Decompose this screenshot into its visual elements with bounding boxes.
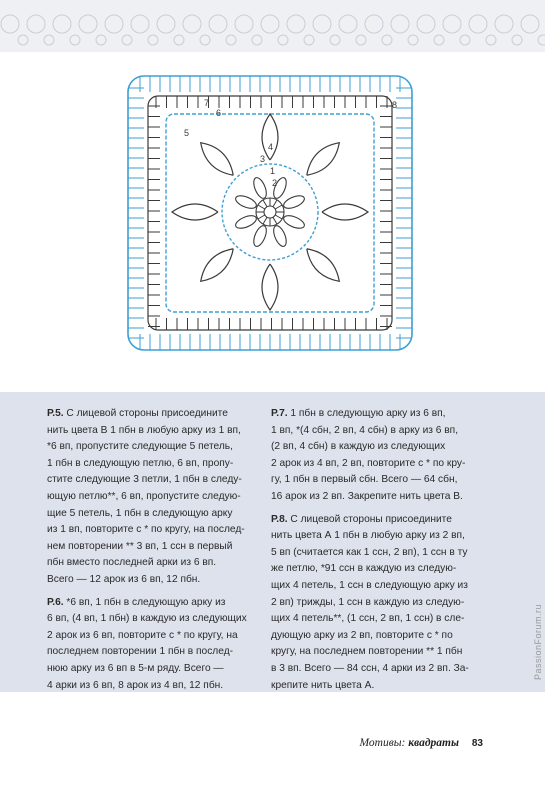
- round-label-8: 8: [392, 100, 398, 110]
- round-label-7: 7: [204, 98, 210, 108]
- round-5-text: С лицевой стороны присоедините нить цвета В 1 пбн в любую арку из 1 вп, *6 вп, пропустите следующие 5 петель, 1 пбн в следующую петлю, 6 вп, пропу- стите следующие 3 петли, 1 пбн в следу- ющую петлю**, 6 вп, пропустите следую- щие 5 петель, 1 пбн в следующую арку из 1 вп, повторите с * по кругу, на послед- нем повторении ** 3 вп, 1 ссн в первый пбн вместо последней арки из 6 вп. Всего — 12 арок из 6 вп, 12 пбн.: [47, 408, 245, 585]
- round-5-paragraph: [47, 406, 260, 589]
- page-number: 83: [471, 738, 483, 749]
- round-6-text: *6 вп, 1 пбн в следующую арку из 6 вп, (4 вп, 1 пбн) в каждую из следующих 2 арок из 6 вп, повторите с * по кругу, на последнем повторении 1 пбн в послед- нюю арку из 6 вп в 5-м ряду. Всего — 4 арки из 6 вп, 8 арок из 4 вп, 12 пбн.: [47, 596, 247, 691]
- round-7-label: Р.7.: [271, 408, 288, 419]
- crochet-chart: [120, 70, 420, 360]
- round-5-arch: [322, 204, 368, 220]
- round-1-ring: [264, 206, 276, 218]
- round-label-3: 3: [260, 154, 266, 164]
- stitch-mark: [263, 217, 267, 224]
- round-3-petal: [234, 193, 258, 211]
- round-3-petal: [282, 193, 306, 211]
- instructions-panel: [0, 392, 545, 692]
- watermark: PassionForum.ru: [533, 603, 543, 680]
- round-5-arch: [307, 143, 340, 176]
- round-3-petal: [251, 224, 269, 248]
- instructions-left-column: [47, 406, 260, 700]
- round-3-petal: [271, 224, 289, 248]
- round-label-6: 6: [216, 108, 222, 118]
- round-5-arch: [201, 249, 234, 282]
- footer-title: квадраты: [408, 737, 459, 749]
- round-3-petal: [282, 213, 306, 231]
- round-3-petal: [234, 213, 258, 231]
- round-4-ring: [222, 164, 318, 260]
- round-label-2: 2: [272, 178, 278, 188]
- round-6-label: Р.6.: [47, 596, 64, 608]
- round-8-label: Р.8.: [271, 513, 288, 525]
- stitch-mark: [258, 215, 265, 219]
- stitch-mark: [273, 200, 277, 207]
- stitch-mark: [263, 200, 267, 207]
- round-3-petal: [251, 176, 269, 200]
- round-7-paragraph: [271, 406, 486, 506]
- lace-border: [0, 0, 545, 52]
- round-label-5: 5: [184, 128, 190, 138]
- round-8-outline: [128, 76, 412, 350]
- round-6-paragraph: [47, 595, 260, 695]
- lace-pattern: [0, 0, 545, 52]
- round-5-arch: [201, 143, 234, 176]
- round-5-arch: [172, 204, 218, 220]
- round-5-arch: [262, 264, 278, 310]
- stitch-mark: [275, 215, 282, 219]
- instructions-right-column: [271, 406, 486, 700]
- footer-section: Мотивы:: [359, 737, 406, 749]
- stitch-mark: [258, 205, 265, 209]
- stitch-mark: [275, 205, 282, 209]
- round-7-text: 1 пбн в следующую арку из 6 вп, 1 вп, *(4 сбн, 2 вп, 4 сбн) в арку из 6 вп, (2 вп, 4 сбн) в каждую из следующих 2 арок из 4 вп, 2 вп, повторите с * по кру- гу, 1 пбн в первый сбн. Всего — 64 сбн, 16 арок из 2 вп. Закрепите нить цвета В.: [271, 408, 466, 502]
- round-5-arch: [307, 249, 340, 282]
- round-5-label: Р.5.: [47, 408, 64, 419]
- page-footer: [360, 737, 484, 749]
- round-label-1: 1: [270, 166, 276, 176]
- round-label-4: 4: [268, 142, 274, 152]
- round-8-paragraph: [271, 512, 486, 695]
- round-8-text: С лицевой стороны присоедините нить цвета А 1 пбн в любую арку из 2 вп, 5 вп (считается как 1 ссн, 2 вп), 1 ссн в ту же петлю, *91 ссн в каждую из следую- щих 4 петель, 1 ссн в следующую арку из 2 вп) трижды, 1 ссн в каждую из следую- щих 4 петель**, (1 ссн, 2 вп, 1 ссн) в сле- дующую арку из 2 вп, повторите с * по кругу, на последнем повторении ** 1 пбн в 3 вп. Всего — 84 ссн, 4 арки из 2 вп. За- крепите нить цвета А.: [271, 513, 469, 691]
- crochet-chart-svg: [120, 70, 420, 360]
- stitch-mark: [273, 217, 277, 224]
